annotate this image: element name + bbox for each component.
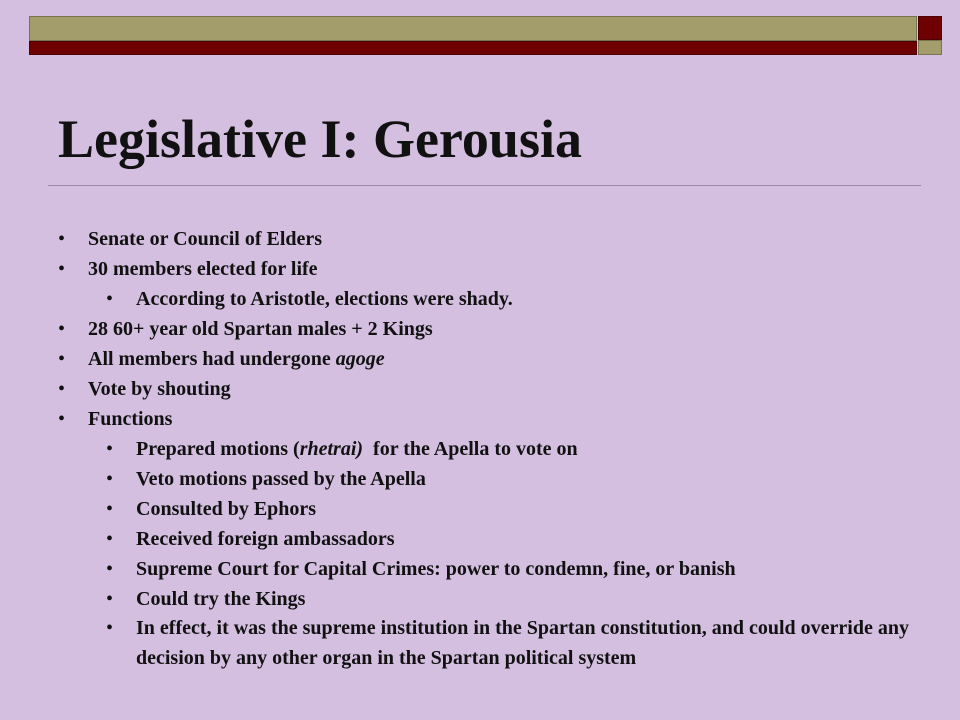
bullet-text: Received foreign ambassadors bbox=[136, 528, 395, 550]
bullet-agoge bbox=[58, 344, 938, 374]
corner-decor-red-square bbox=[918, 16, 942, 40]
subbullet-supreme-court bbox=[58, 554, 938, 584]
bullet-text: Functions bbox=[88, 408, 173, 430]
bullet-text: Senate or Council of Elders bbox=[88, 228, 323, 250]
bullet-icon: • bbox=[58, 258, 66, 280]
bullet-icon: • bbox=[58, 318, 66, 340]
title-divider bbox=[48, 185, 921, 186]
bullet-icon: • bbox=[106, 288, 114, 310]
bullet-text: In effect, it was the supreme institution in the Spartan constitution, and could override any decision by any other organ in the Spartan political system bbox=[136, 617, 909, 669]
bullet-text: Supreme Court for Capital Crimes: power to condemn, fine, or banish bbox=[136, 558, 736, 580]
bullet-text-suffix: for the Apella to vote on bbox=[363, 438, 578, 460]
bullet-functions bbox=[58, 404, 938, 434]
subbullet-ambassadors bbox=[58, 524, 938, 554]
bullet-vote bbox=[58, 374, 938, 404]
subbullet-try-kings bbox=[58, 584, 938, 614]
bullet-icon: • bbox=[106, 468, 114, 490]
subbullet-ephors bbox=[58, 494, 938, 524]
bullet-text-prefix: All members had undergone bbox=[88, 348, 336, 370]
subbullet-aristotle bbox=[58, 284, 938, 314]
bullet-icon: • bbox=[58, 408, 66, 430]
bullet-text: Could try the Kings bbox=[136, 588, 306, 610]
bullet-icon: • bbox=[106, 438, 114, 460]
bullet-icon: • bbox=[58, 378, 66, 400]
bullet-icon: • bbox=[106, 588, 114, 610]
bullet-icon: • bbox=[58, 228, 66, 250]
bullet-icon: • bbox=[106, 498, 114, 520]
bullet-members bbox=[58, 254, 938, 284]
slide-title: Legislative I: Gerousia bbox=[58, 109, 582, 169]
bullet-icon: • bbox=[106, 617, 114, 639]
bullet-icon: • bbox=[58, 348, 66, 370]
bullet-text: 30 members elected for life bbox=[88, 258, 318, 280]
top-decor-red-bar bbox=[29, 41, 917, 55]
bullet-icon: • bbox=[106, 558, 114, 580]
corner-decor-olive-square bbox=[918, 40, 942, 55]
bullet-text: 28 60+ year old Spartan males + 2 Kings bbox=[88, 318, 433, 340]
bullet-text: Consulted by Ephors bbox=[136, 498, 317, 520]
bullet-term-agoge: agoge bbox=[335, 348, 385, 370]
subbullet-veto bbox=[58, 464, 938, 494]
bullet-list bbox=[58, 224, 938, 673]
bullet-term-rhetrai: rhetrai) bbox=[299, 438, 364, 460]
bullet-text: Vote by shouting bbox=[88, 378, 231, 400]
top-decor-olive-bar bbox=[29, 16, 917, 41]
bullet-icon: • bbox=[106, 528, 114, 550]
subbullet-prepared-motions bbox=[58, 434, 938, 464]
bullet-senate bbox=[58, 224, 938, 254]
bullet-text-prefix: Prepared motions ( bbox=[136, 438, 300, 460]
bullet-text: Veto motions passed by the Apella bbox=[136, 468, 426, 490]
subbullet-supreme-institution bbox=[58, 614, 938, 673]
bullet-text: According to Aristotle, elections were shady. bbox=[136, 288, 513, 310]
bullet-composition bbox=[58, 314, 938, 344]
